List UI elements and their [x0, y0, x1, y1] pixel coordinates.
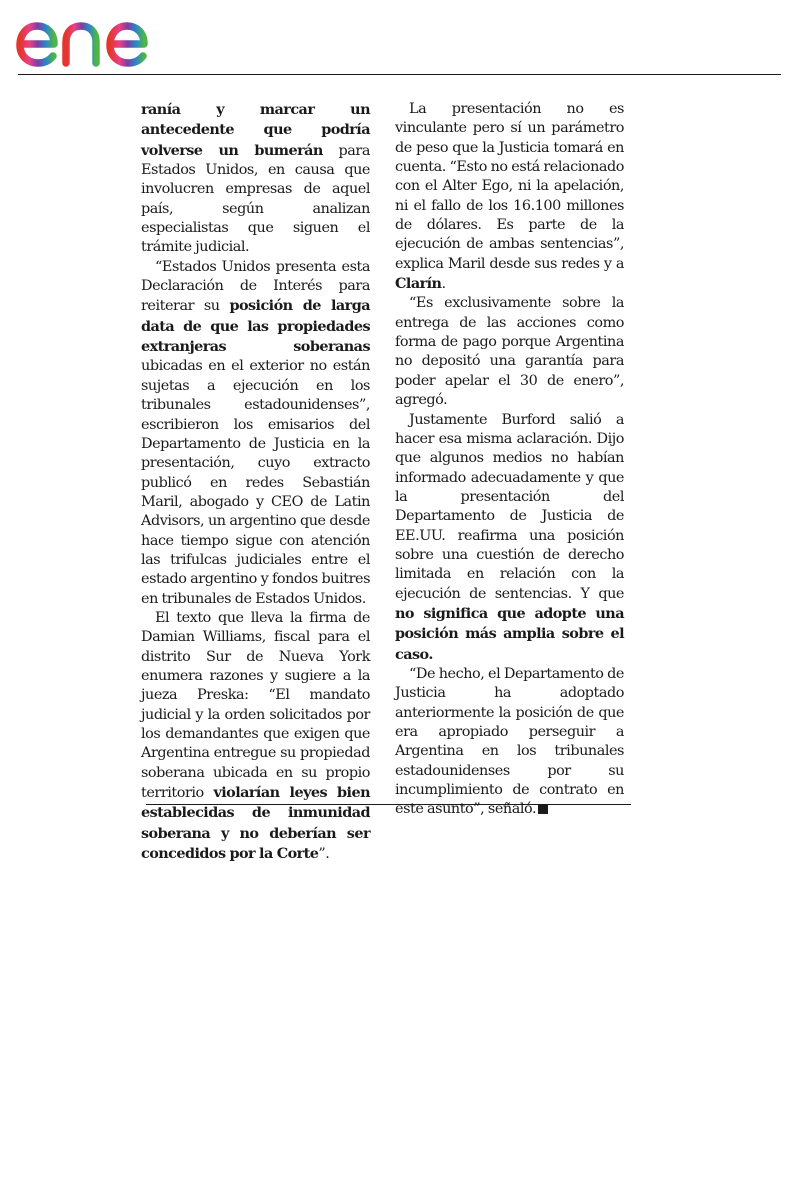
- article-paragraph: [395, 665, 624, 820]
- footer-rule: [146, 804, 631, 805]
- header-rule: [18, 74, 781, 75]
- article-column-left: [141, 100, 370, 864]
- bold-text: posición de larga data de que las propiedades extranjeras soberanas: [141, 297, 370, 356]
- article-body: [141, 100, 631, 863]
- body-text: El texto que lleva la firma de Damian Williams, fiscal para el distrito Sur de Nueva York enumera razones y sugiere a la jueza Preska: “El mandato judicial y la orden solicitados por los demandantes que exigen que Argentina entregue su propiedad soberana ubicada en su propio territorio: [141, 609, 370, 802]
- bold-text: ranía y marcar un antecedente que podría volverse un bumerán: [141, 101, 370, 159]
- body-text: ”.: [318, 846, 330, 863]
- body-text: Justamente Burford salió a hacer esa misma aclaración. Dijo que algunos medios no habían informado adecuadamente y que la presentación del Departamento de Justicia de EE.UU. reafirma una posición sobre una cuestión de derecho limitada en relación con la ejecución de sentencias. Y que: [395, 411, 624, 602]
- article-paragraph: [395, 411, 624, 665]
- body-text: “De hecho, el Departamento de Justicia ha adoptado anteriormente la posición de que era apropiado perseguir a Argentina en los tribunales estadounidenses por su incumplimiento de contrato en este asunto”, señaló.: [395, 665, 624, 818]
- body-text: “Es exclusivamente sobre la entrega de las acciones como forma de pago porque Argentina no depositó una garantía para poder apelar el 30 de enero”, agregó.: [395, 295, 624, 409]
- article-column-right: [395, 100, 624, 820]
- article-paragraph: [395, 294, 624, 410]
- article-paragraph: [141, 609, 370, 864]
- article-paragraph: [141, 258, 370, 609]
- enel-logo: [14, 6, 180, 70]
- body-text: para Estados Unidos, en causa que involucren empresas de aquel país, según analizan especialistas que siguen el trámite judicial.: [141, 142, 370, 256]
- bold-text: Clarín: [395, 275, 442, 293]
- body-text: .: [441, 276, 446, 293]
- bold-text: no significa que adopte una posición más amplia sobre el caso.: [395, 604, 624, 663]
- body-text: La presentación no es vinculante pero sí un parámetro de peso que la Justicia tomará en cuenta. “Esto no está relacionado con el Alter Ego, ni la apelación, ni el fallo de los 16.100 millones de dólares. Es parte de la ejecución de ambas sentencias”, explica Maril desde sus redes y a: [395, 101, 625, 272]
- end-of-article-mark: [538, 804, 548, 814]
- article-paragraph: [141, 100, 370, 258]
- header: [0, 0, 800, 80]
- body-text: ubicadas en el exterior no están sujetas a ejecución en los tribunales estadounidenses”, escribieron los emisarios del Departamento de Justicia en la presentación, cuyo extracto publicó en redes Sebastián Maril, abogado y CEO de Latin Advisors, un argentino que desde hace tiempo sigue con atención las trifulcas judiciales entre el estado argentino y fondos buitres en tribunales de Estados Unidos.: [141, 358, 370, 607]
- body-text: “Estados Unidos presenta esta Declaración de Interés para reiterar su: [141, 258, 370, 315]
- bold-text: violarían leyes bien establecidas de inmunidad soberana y no deberían ser concedidos por la Corte: [141, 784, 370, 863]
- article-paragraph: [395, 100, 624, 294]
